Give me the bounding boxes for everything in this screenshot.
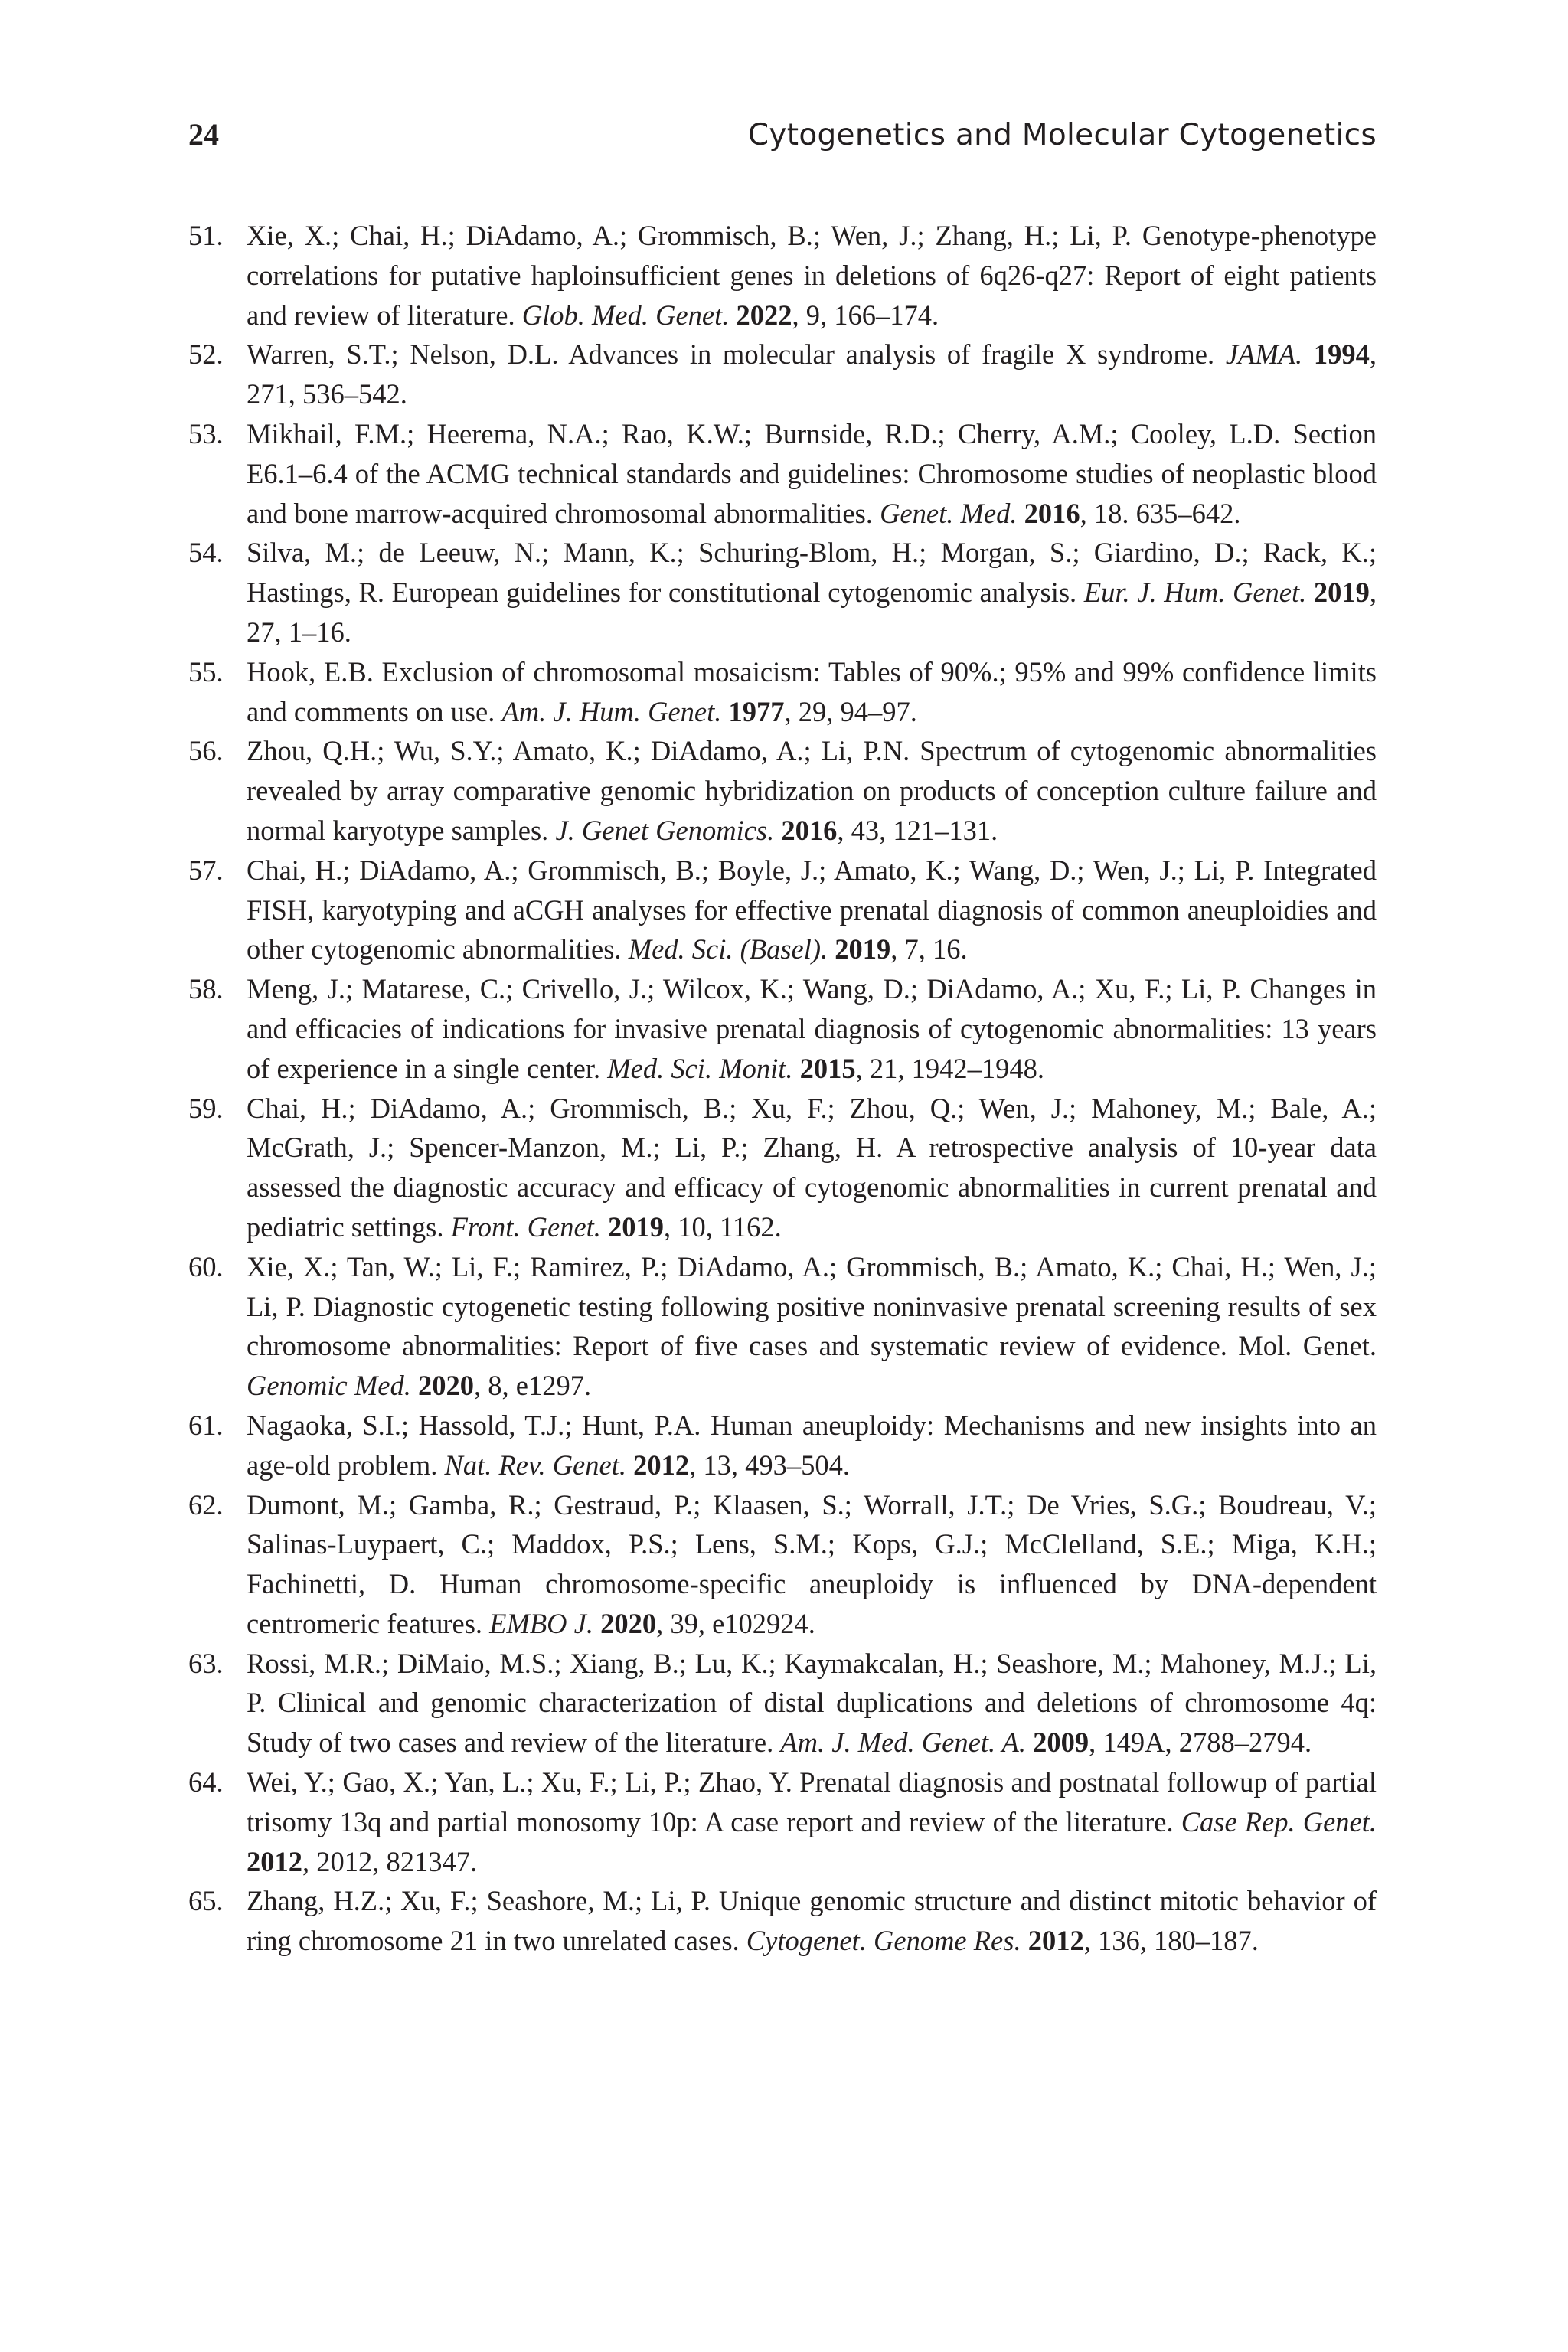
reference-title: Changes in and efficacies of indications for invasive prenatal diagnosis of cytogenomic abnormalities: 13 years of experience in a single center. [247, 973, 1377, 1084]
reference-number: 59. [188, 1092, 224, 1124]
reference-title: Exclusion of chromosomal mosaicism: Tables of 90%.; 95% and 99% confidence limits and comments on use. [247, 655, 1377, 727]
reference-authors: Meng, J.; Matarese, C.; Crivello, J.; Wilcox, K.; Wang, D.; DiAdamo, A.; Xu, F.; Li, P. [247, 973, 1242, 1005]
reference-item [188, 414, 1377, 533]
reference-number: 63. [188, 1647, 224, 1679]
reference-title: European guidelines for constitutional cytogenomic analysis. [391, 577, 1077, 609]
reference-journal: Glob. Med. Genet. [521, 299, 730, 331]
reference-text [247, 1406, 1377, 1485]
reference-number: 53. [188, 417, 224, 449]
reference-journal: Med. Sci. Monit. [607, 1052, 793, 1084]
reference-volume-pages: , 18. 635–642. [1080, 497, 1241, 529]
reference-journal: Med. Sci. (Basel). [628, 933, 828, 965]
reference-title: Advances in molecular analysis of fragile X syndrome. [568, 338, 1215, 371]
reference-item [188, 1644, 1377, 1762]
reference-authors: Zhang, H.Z.; Xu, F.; Seashore, M.; Li, P. [247, 1885, 710, 1917]
reference-text [247, 414, 1377, 533]
reference-text [247, 652, 1377, 732]
reference-volume-pages: , 9, 166–174. [792, 299, 939, 331]
reference-text [247, 1881, 1377, 1961]
reference-volume-pages: , 149A, 2788–2794. [1089, 1726, 1312, 1759]
reference-volume-pages: , 13, 493–504. [689, 1449, 850, 1481]
reference-number: 61. [188, 1409, 224, 1441]
reference-volume-pages: , 29, 94–97. [784, 695, 917, 727]
reference-journal: Cytogenet. Genome Res. [746, 1925, 1021, 1957]
reference-authors: Xie, X.; Tan, W.; Li, F.; Ramirez, P.; DiAdamo, A.; Grommisch, B.; Amato, K.; Chai, H.; Wen, J.; Li, P. [247, 1250, 1377, 1322]
reference-year: 2012 [633, 1449, 690, 1481]
reference-item [188, 533, 1377, 652]
reference-authors: Hook, E.B. [247, 655, 374, 688]
reference-journal: Nat. Rev. Genet. [444, 1449, 626, 1481]
reference-authors: Mikhail, F.M.; Heerema, N.A.; Rao, K.W.; Burnside, R.D.; Cherry, A.M.; Cooley, L.D. [247, 417, 1281, 449]
reference-text [247, 731, 1377, 850]
reference-journal: Genet. Med. [880, 497, 1018, 529]
reference-journal: Eur. J. Hum. Genet. [1083, 577, 1307, 609]
page-number: 24 [188, 117, 219, 152]
reference-journal: JAMA. [1225, 338, 1303, 371]
reference-item [188, 652, 1377, 732]
reference-volume-pages: , 21, 1942–1948. [855, 1052, 1045, 1084]
reference-title: Clinical and genomic characterization of distal duplications and deletions of chromosome 4q: Study of two cases and review of the literature. [247, 1687, 1377, 1759]
reference-number: 60. [188, 1250, 224, 1282]
reference-year: 2009 [1033, 1726, 1089, 1759]
reference-number: 58. [188, 973, 224, 1005]
reference-authors: Xie, X.; Chai, H.; DiAdamo, A.; Grommisch, B.; Wen, J.; Zhang, H.; Li, P. [247, 220, 1132, 251]
reference-year: 2020 [418, 1370, 474, 1402]
reference-volume-pages: , 136, 180–187. [1083, 1925, 1259, 1957]
reference-number: 65. [188, 1885, 224, 1917]
book-title: Cytogenetics and Molecular Cytogenetics [747, 118, 1377, 152]
reference-year: 2012 [247, 1845, 302, 1877]
reference-year: 2015 [799, 1052, 856, 1084]
reference-text [247, 1089, 1377, 1247]
reference-year: 2020 [600, 1607, 657, 1639]
reference-number: 56. [188, 735, 224, 767]
reference-authors: Rossi, M.R.; DiMaio, M.S.; Xiang, B.; Lu, K.; Kaymakcalan, H.; Seashore, M.; Mahoney, M.J.; Li, P. [247, 1647, 1377, 1719]
reference-text [247, 1247, 1377, 1406]
reference-volume-pages: , 39, e102924. [656, 1607, 815, 1639]
reference-volume-pages: , 2012, 821347. [302, 1845, 478, 1877]
reference-year: 2019 [835, 933, 891, 965]
reference-item [188, 1406, 1377, 1485]
reference-journal: Am. J. Med. Genet. A. [780, 1726, 1026, 1759]
reference-year: 2012 [1027, 1925, 1084, 1957]
reference-volume-pages: , 271, 536–542. [247, 338, 1377, 410]
reference-title: Human chromosome-specific aneuploidy is influenced by DNA-dependent centromeric features. [247, 1568, 1377, 1639]
reference-journal: EMBO J. [489, 1607, 593, 1639]
reference-item [188, 1089, 1377, 1247]
reference-volume-pages: , 43, 121–131. [837, 814, 998, 846]
reference-number: 64. [188, 1766, 224, 1798]
reference-item [188, 1485, 1377, 1644]
reference-year: 1977 [728, 695, 785, 727]
reference-item [188, 969, 1377, 1088]
reference-title: Unique genomic structure and distinct mitotic behavior of ring chromosome 21 in two unrelated cases. [247, 1885, 1377, 1957]
reference-number: 57. [188, 854, 224, 886]
reference-volume-pages: , 10, 1162. [664, 1210, 782, 1243]
reference-text [247, 1644, 1377, 1762]
reference-item [188, 1247, 1377, 1406]
reference-year: 2016 [781, 814, 838, 846]
reference-journal: Genomic Med. [247, 1370, 411, 1402]
reference-item [188, 851, 1377, 969]
reference-item [188, 1762, 1377, 1881]
reference-journal: Am. J. Hum. Genet. [501, 695, 722, 727]
reference-journal: Case Rep. Genet. [1181, 1805, 1377, 1838]
reference-item [188, 1881, 1377, 1961]
reference-title: A retrospective analysis of 10-year data assessed the diagnostic accuracy and efficacy of cytogenomic abnormalities in current prenatal and pediatric settings. [247, 1132, 1377, 1243]
reference-item [188, 335, 1377, 414]
reference-title: Section E6.1–6.4 of the ACMG technical standards and guidelines: Chromosome studies of neoplastic blood and bone marrow-acquired chromosomal abnormalities. [247, 417, 1377, 529]
reference-text [247, 335, 1377, 414]
reference-number: 54. [188, 537, 224, 569]
reference-authors: Warren, S.T.; Nelson, D.L. [247, 338, 559, 371]
reference-title: Human aneuploidy: Mechanisms and new insights into an age-old problem. [247, 1409, 1377, 1481]
reference-journal: J. Genet Genomics. [555, 814, 775, 846]
reference-item [188, 731, 1377, 850]
reference-number: 51. [188, 220, 224, 251]
reference-authors: Chai, H.; DiAdamo, A.; Grommisch, B.; Boyle, J.; Amato, K.; Wang, D.; Wen, J.; Li, P. [247, 854, 1255, 886]
reference-list [188, 216, 1377, 1961]
reference-text [247, 851, 1377, 969]
reference-authors: Wei, Y.; Gao, X.; Yan, L.; Xu, F.; Li, P.; Zhao, Y. [247, 1766, 792, 1798]
reference-title: Spectrum of cytogenomic abnormalities revealed by array comparative genomic hybridization on products of conception culture failure and normal karyotype samples. [247, 735, 1377, 846]
reference-volume-pages: , 7, 16. [890, 933, 968, 965]
reference-text [247, 969, 1377, 1088]
reference-item [188, 216, 1377, 335]
reference-title: Diagnostic cytogenetic testing following positive noninvasive prenatal screening results of sex chromosome abnormalities: Report of five cases and systematic review of evidence. Mol. Genet. [247, 1290, 1377, 1362]
reference-title: Prenatal diagnosis and postnatal followup of partial trisomy 13q and partial monosomy 10p: A case report and review of the literature. [247, 1766, 1377, 1838]
reference-number: 62. [188, 1488, 224, 1521]
reference-volume-pages: , 8, e1297. [474, 1370, 592, 1402]
reference-text [247, 533, 1377, 652]
reference-authors: Nagaoka, S.I.; Hassold, T.J.; Hunt, P.A. [247, 1409, 701, 1441]
running-head [188, 116, 1377, 162]
reference-journal: Front. Genet. [450, 1210, 601, 1243]
reference-year: 2016 [1024, 497, 1080, 529]
reference-year: 1994 [1313, 338, 1370, 371]
reference-volume-pages: , 27, 1–16. [247, 577, 1377, 648]
reference-year: 2019 [608, 1210, 665, 1243]
reference-title: Integrated FISH, karyotyping and aCGH analyses for effective prenatal diagnosis of common aneuploidies and other cytogenomic abnormalities. [247, 854, 1377, 965]
reference-text [247, 1485, 1377, 1644]
reference-title: Genotype-phenotype correlations for putative haploinsufficient genes in deletions of 6q26-q27: Report of eight patients and review of literature. [247, 220, 1377, 331]
reference-authors: Dumont, M.; Gamba, R.; Gestraud, P.; Klaasen, S.; Worrall, J.T.; De Vries, S.G.; Boudreau, V.; Salinas-Luypaert, C.; Maddox, P.S.; Lens, S.M.; Kops, G.J.; McClelland, S.E.; Miga, K.H.; Fachinetti, D. [247, 1488, 1377, 1600]
reference-number: 52. [188, 338, 224, 371]
reference-number: 55. [188, 655, 224, 688]
reference-year: 2022 [736, 299, 792, 331]
reference-authors: Zhou, Q.H.; Wu, S.Y.; Amato, K.; DiAdamo, A.; Li, P.N. [247, 735, 910, 767]
reference-authors: Silva, M.; de Leeuw, N.; Mann, K.; Schuring-Blom, H.; Morgan, S.; Giardino, D.; Rack, K.; Hastings, R. [247, 537, 1377, 609]
reference-text [247, 1762, 1377, 1881]
reference-authors: Chai, H.; DiAdamo, A.; Grommisch, B.; Xu, F.; Zhou, Q.; Wen, J.; Mahoney, M.; Bale, A.; McGrath, J.; Spencer-Manzon, M.; Li, P.; Zhang, H. [247, 1092, 1377, 1164]
reference-text [247, 216, 1377, 335]
reference-year: 2019 [1313, 577, 1370, 609]
